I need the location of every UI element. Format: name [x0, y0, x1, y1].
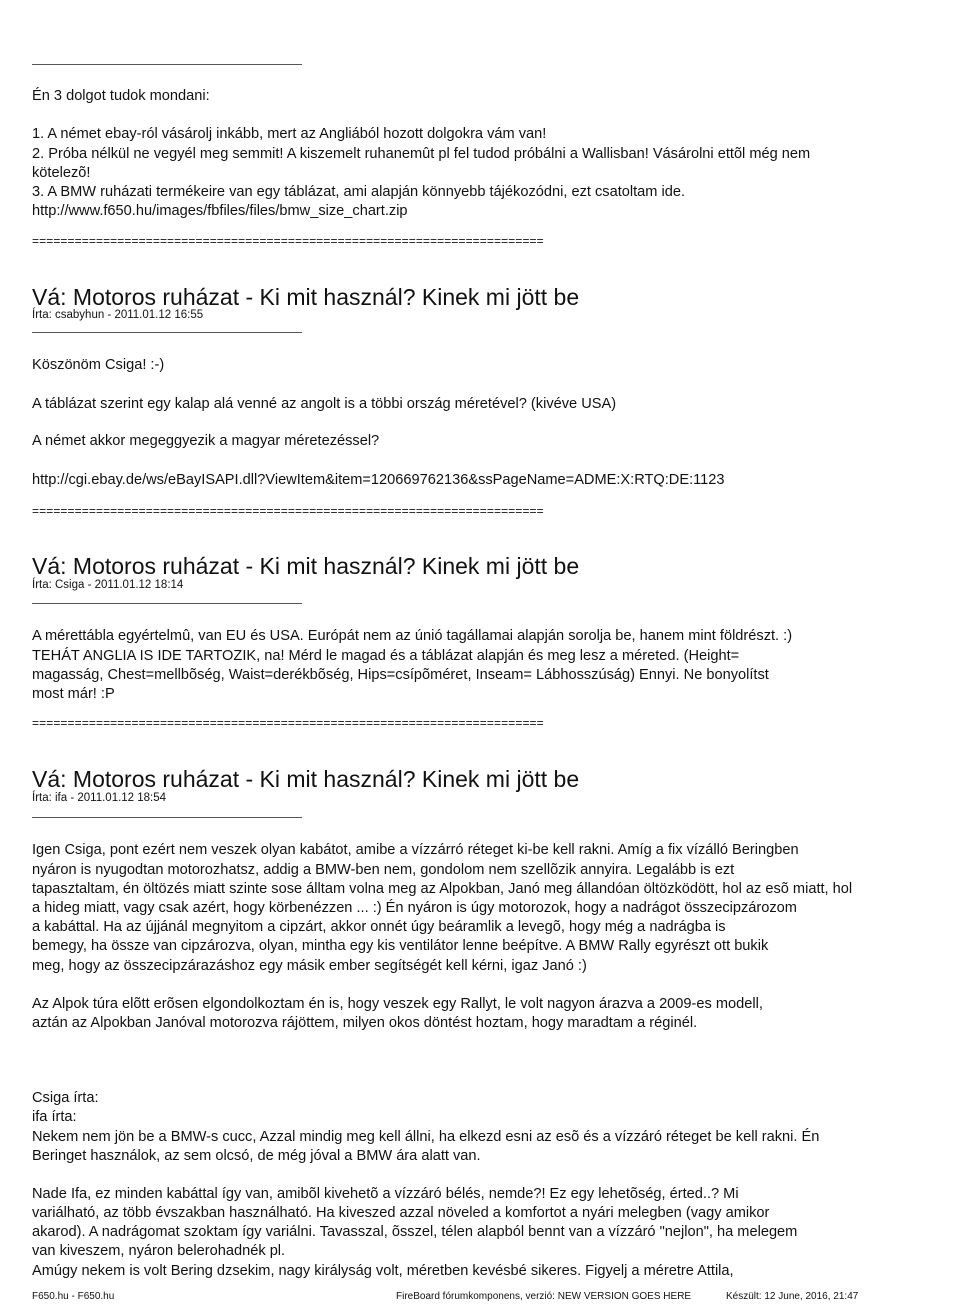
post-author-date: Írta: csabyhun - 2011.01.12 16:55: [32, 309, 204, 321]
intro-item: 2. Próba nélkül ne vegyél meg semmit! A kiszemelt ruhanemût pl fel tudod próbálni a Wallisban! Vásárolni ettõl még nem: [32, 146, 811, 162]
post-divider: [32, 603, 302, 604]
post-text: most már! :P: [32, 686, 115, 702]
intro-item: 3. A BMW ruházati termékeire van egy táblázat, ami alapján könnyebb tájékozódni, ezt csatoltam ide.: [32, 184, 686, 200]
post-text: nyáron is nyugodtan motorozhatsz, addig a BMW-ben nem, gondolom nem szellõzik annyira. Legalább is ezt: [32, 862, 735, 878]
post-text: Az Alpok túra elõtt erõsen elgondolkoztam én is, hogy veszek egy Rallyt, le volt nagyon árazva a 2009-es modell,: [32, 996, 763, 1012]
post-text: A mérettábla egyértelmû, van EU és USA. Európát nem az únió tagállamai alapján sorolja be, hanem mint földrészt. :): [32, 628, 793, 644]
post-text: bemegy, ha össze van cipzározva, olyan, mintha egy kis ventilátor lenne beépítve. A BMW Rally egyrészt ott bukik: [32, 938, 769, 954]
quote-header: ifa írta:: [32, 1109, 77, 1125]
quote-header: Csiga írta:: [32, 1090, 99, 1106]
post-text: Amúgy nekem is volt Bering dzsekim, nagy királyság volt, méretben kevésbé sikeres. Figyelj a méretre Attila,: [32, 1263, 734, 1279]
post-text: aztán az Alpokban Janóval motorozva rájöttem, milyen okos döntést hoztam, hogy maradtam a réginél.: [32, 1015, 698, 1031]
post-divider: [32, 332, 302, 333]
quote-text: Nekem nem jön be a BMW-s cucc, Azzal mindig meg kell állni, ha elkezd esni az esõ és a vízzáró réteget be kell rakni. Én: [32, 1129, 820, 1145]
post-divider: [32, 817, 302, 818]
post-author-date: Írta: Csiga - 2011.01.12 18:14: [32, 579, 184, 591]
post-text: tapasztaltam, én öltözés miatt szinte sose álltam volna meg az Alpokban, Janó meg állandóan öltözködött, hol az esõ miatt, hol: [32, 881, 853, 897]
footer-credit: FireBoard fórumkomponens, verzió: NEW VERSION GOES HERE: [396, 1291, 692, 1302]
separator: ========================================================================: [32, 716, 544, 730]
footer-site: F650.hu - F650.hu: [32, 1291, 115, 1302]
post-text: variálható, az több évszakban használható. Ha kiveszed azzal növeled a komfortot a nyári melegben (vagy amikor: [32, 1205, 770, 1221]
post-text: van kiveszem, nyáron belerohadnék pl.: [32, 1243, 286, 1259]
post-text: Nade Ifa, ez minden kabáttal így van, amibõl kivehetõ a vízzáró bélés, nemde?! Ez egy lehetõség, érted..? Mi: [32, 1186, 739, 1202]
post-text: a kabáttal. Ha az újjánál megnyitom a cipzárt, akkor onnét úgy beáramlik a levegõ, hogy még a nadrágba is: [32, 919, 726, 935]
post-text: magasság, Chest=mellbõség, Waist=derékbõség, Hips=csípõméret, Inseam= Lábhosszúság) Ennyi. Ne bonyolítst: [32, 667, 769, 683]
quote-text: Beringet használok, az sem olcsó, de még jóval a BMW ára alatt van.: [32, 1148, 481, 1164]
post-link: http://cgi.ebay.de/ws/eBayISAPI.dll?ViewItem&item=120669762136&ssPageName=ADME:X:RTQ:DE:1123: [32, 472, 725, 488]
separator: ========================================================================: [32, 504, 544, 518]
separator: ========================================================================: [32, 234, 544, 248]
post-text: a hideg miatt, vagy csak azért, hogy körbenézzen ... :) Én nyáron is úgy motorozok, hogy a nadrágot összecipzározom: [32, 900, 797, 916]
post-title: Vá: Motoros ruházat - Ki mit használ? Kinek mi jött be: [32, 553, 580, 579]
post-title: Vá: Motoros ruházat - Ki mit használ? Kinek mi jött be: [32, 284, 580, 310]
post-text: meg, hogy az összecipzárazáshoz egy másik ember segítségét kell kérni, igaz Janó :): [32, 958, 587, 974]
post-text: Igen Csiga, pont ezért nem veszek olyan kabátot, amibe a vízzárró réteget ki-be kell rakni. Amíg a fix vízálló Beringben: [32, 842, 799, 858]
top-divider: [32, 64, 302, 65]
intro-text: Én 3 dolgot tudok mondani:: [32, 88, 210, 104]
post-text: A német akkor megeggyezik a magyar méretezéssel?: [32, 433, 380, 449]
post-text: Köszönöm Csiga! :-): [32, 357, 165, 373]
post-title: Vá: Motoros ruházat - Ki mit használ? Kinek mi jött be: [32, 766, 580, 792]
post-text: akarod). A nadrágomat szoktam így variálni. Tavasszal, õsszel, télen alapból bennt van a vízzáró "nejlon", ha melegem: [32, 1224, 798, 1240]
intro-item: kötelezõ!: [32, 165, 91, 181]
post-author-date: Írta: ifa - 2011.01.12 18:54: [32, 792, 167, 804]
footer-timestamp: Készült: 12 June, 2016, 21:47: [726, 1291, 859, 1302]
intro-item: 1. A német ebay-ról vásárolj inkább, mert az Angliából hozott dolgokra vám van!: [32, 126, 547, 142]
post-text: A táblázat szerint egy kalap alá venné az angolt is a többi ország méretével? (kivéve USA): [32, 396, 617, 412]
post-text: TEHÁT ANGLIA IS IDE TARTOZIK, na! Mérd le magad és a táblázat alapján és meg lesz a méreted. (Height=: [32, 648, 740, 664]
intro-link: http://www.f650.hu/images/fbfiles/files/bmw_size_chart.zip: [32, 203, 408, 219]
